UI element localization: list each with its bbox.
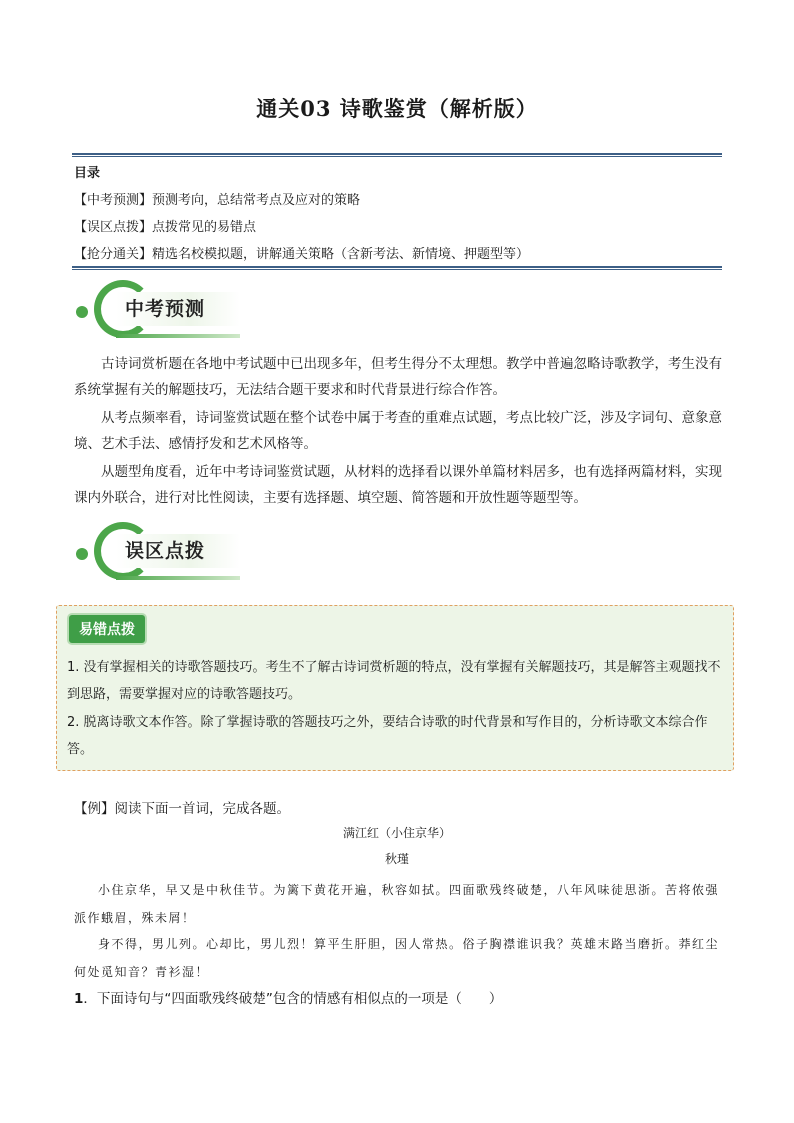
question-number: 1	[74, 991, 84, 1007]
pitfall-item: 1. 没有掌握相关的诗歌答题技巧。考生不了解古诗词赏析题的特点，没有掌握有关解题技巧，其是解答主观题找不到思路，需要掌握对应的诗歌答题技巧。	[67, 660, 721, 702]
paragraph: 从考点频率看，诗词鉴赏试题在整个试卷中属于考查的重难点试题，考点比较广泛，涉及字词句、意象意境、艺术手法、感情抒发和艺术风格等。	[74, 410, 722, 452]
paragraph: 古诗词赏析题在各地中考试题中已出现多年，但考生得分不太理想。教学中普遍忽略诗歌教学，考生没有系统掌握有关的解题技巧，无法结合题干要求和时代背景进行综合作答。	[74, 356, 722, 398]
badge-dot-icon	[76, 548, 88, 560]
toc-item-tag: 【中考预测】	[74, 193, 153, 208]
badge-dot-icon	[76, 306, 88, 318]
toc-item-tag: 【抢分通关】	[74, 247, 153, 262]
poem-stanza: 小住京华，早又是中秋佳节。为篱下黄花开遍，秋容如拭。四面歌残终破楚，八年风味徒思浙。苦将侬强派作蛾眉，殊未屑！	[74, 883, 720, 925]
toc-item	[74, 241, 529, 268]
toc-top-rule	[72, 153, 722, 157]
poem-stanza: 身不得，男儿列。心却比，男儿烈！算平生肝胆，因人常热。俗子胸襟谁识我？英雄末路当磨折。莽红尘何处觅知音？青衫湿！	[74, 937, 720, 979]
toc-item-text: 点拨常见的易错点	[152, 220, 257, 235]
section-badge-pitfalls	[72, 518, 252, 588]
section-heading: 中考预测	[125, 298, 206, 320]
table-of-contents	[74, 160, 529, 268]
question-text: ．下面诗句与“四面歌残终破楚”包含的情感有相似点的一项是（ ）	[83, 991, 503, 1007]
toc-item-tag: 【误区点拨】	[74, 220, 153, 235]
poem-title: 满江红（小住京华）	[342, 826, 451, 840]
poem-author: 秋瑾	[384, 852, 409, 866]
toc-item	[74, 214, 529, 241]
badge-underline	[116, 334, 240, 338]
paragraph: 从题型角度看，近年中考诗词鉴赏试题，从材料的选择看以课外单篇材料居多，也有选择两篇材料，实现课内外联合，进行对比性阅读，主要有选择题、填空题、简答题和开放性题等题型等。	[74, 464, 722, 506]
forecast-body	[74, 351, 724, 513]
toc-item-text: 预测考向，总结常考点及应对的策略	[152, 193, 361, 208]
toc-heading: 目录	[74, 166, 101, 181]
pitfall-tag: 易错点拨	[69, 615, 145, 643]
toc-item-text: 精选名校模拟题，讲解通关策略（含新考法、新情境、押题型等）	[152, 247, 530, 262]
section-badge-forecast	[72, 276, 252, 346]
pitfall-item: 2. 脱离诗歌文本作答。除了掌握诗歌的答题技巧之外，要结合诗歌的时代背景和写作目的，分析诗歌文本综合作答。	[67, 715, 708, 757]
example-intro: 【例】阅读下面一首词，完成各题。	[74, 801, 290, 817]
pitfall-box	[56, 605, 734, 771]
section-heading: 误区点拨	[125, 540, 206, 562]
question	[74, 987, 502, 1007]
toc-bottom-rule	[72, 266, 722, 270]
badge-underline	[116, 576, 240, 580]
toc-item	[74, 187, 529, 214]
page-title: 通关03 诗歌鉴赏（解析版）	[256, 96, 538, 121]
